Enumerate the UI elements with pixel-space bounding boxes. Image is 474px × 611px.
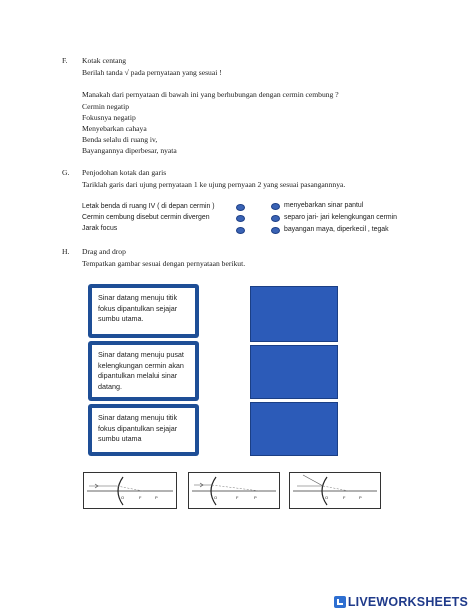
label-f: F — [236, 495, 239, 500]
label-p: P — [155, 495, 158, 500]
checkbox-option[interactable]: Fokusnya negatip — [82, 113, 136, 122]
label-p: P — [359, 495, 362, 500]
mirror-diagram-image — [188, 472, 280, 509]
label-o: O — [214, 495, 218, 500]
section-g-title: Penjodohan kotak dan garis — [82, 168, 167, 177]
drop-zone[interactable] — [250, 402, 338, 456]
drop-zone[interactable] — [250, 286, 338, 342]
match-left-handle[interactable] — [236, 204, 245, 211]
mirror-diagram-draggable[interactable] — [83, 472, 177, 509]
statement-card — [88, 404, 199, 456]
mirror-diagram-image — [83, 472, 177, 509]
label-o: O — [121, 495, 125, 500]
section-g-letter: G. — [62, 168, 70, 177]
match-left-label: Cermin cembung disebut cermin divergen — [82, 214, 210, 221]
section-h-instruction: Tempatkan gambar sesuai dengan pernyataan berikut. — [82, 259, 246, 268]
label-o: O — [325, 495, 329, 500]
checkbox-option[interactable]: Benda selalu di ruang iv, — [82, 135, 158, 144]
statement-card-text: Sinar datang menuju titik fokus dipantulkan sejajar sumbu utama — [98, 413, 178, 444]
match-right-handle[interactable] — [271, 215, 280, 222]
match-right-handle[interactable] — [271, 227, 280, 234]
match-right-label: bayangan maya, diperkecil , tegak — [284, 226, 389, 233]
match-right-handle[interactable] — [271, 203, 280, 210]
checkbox-option[interactable]: Menyebarkan cahaya — [82, 124, 147, 133]
section-h-letter: H. — [62, 247, 70, 256]
match-left-label: Jarak focus — [82, 225, 118, 232]
liveworksheets-logo — [334, 595, 468, 609]
mirror-diagram-draggable[interactable] — [289, 472, 381, 509]
section-f-instruction: Berilah tanda √ pada pernyataan yang sesuai ! — [82, 68, 222, 77]
mirror-diagram-image — [289, 472, 381, 509]
mirror-diagram-draggable[interactable] — [188, 472, 280, 509]
section-f-question: Manakah dari pernyataan di bawah ini yang berhubungan dengan cermin cembung ? — [82, 90, 339, 99]
match-right-label: separo jari- jari kelengkungan cermin — [284, 214, 397, 221]
match-left-handle[interactable] — [236, 227, 245, 234]
brand-name: LIVEWORKSHEETS — [347, 595, 468, 609]
checkmark-logo-icon — [334, 596, 346, 608]
section-h-title: Drag and drop — [82, 247, 126, 256]
label-f: F — [343, 495, 346, 500]
section-f-title: Kotak centang — [82, 56, 127, 65]
checkbox-option[interactable]: Bayangannya diperbesar, nyata — [82, 146, 177, 155]
section-g-instruction: Tariklah garis dari ujung pernyataan 1 ke ujung pernyaan 2 yang sesuai pasangannnya. — [82, 180, 346, 189]
match-left-label: Letak benda di ruang IV ( di depan cermin ) — [82, 203, 215, 210]
label-f: F — [139, 495, 142, 500]
statement-card-text: Sinar datang menuju pusat kelengkungan cermin akan dipantulkan melalui sinar datang. — [98, 350, 184, 391]
match-left-handle[interactable] — [236, 215, 245, 222]
label-p: P — [254, 495, 257, 500]
statement-card-text: Sinar datang menuju titik fokus dipantulkan sejajar sumbu utama. — [98, 293, 178, 324]
match-right-label: menyebarkan sinar pantul — [284, 202, 364, 209]
statement-card — [88, 341, 199, 401]
checkbox-option[interactable]: Cermin negatip — [82, 102, 130, 111]
statement-card — [88, 284, 199, 338]
section-f-letter: F. — [62, 56, 68, 65]
drop-zone[interactable] — [250, 345, 338, 399]
